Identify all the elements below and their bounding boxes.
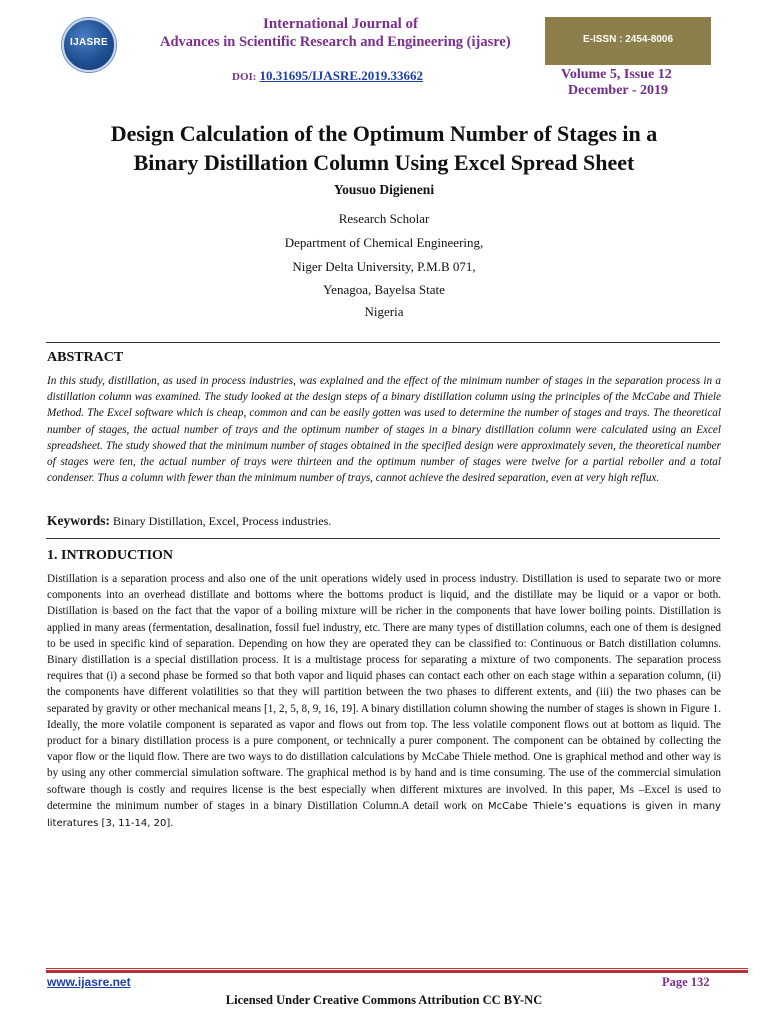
issue-date: December - 2019 xyxy=(568,83,669,98)
doi-label: DOI: xyxy=(232,71,257,83)
divider xyxy=(46,538,720,539)
introduction-body xyxy=(47,571,721,832)
keywords-value: Binary Distillation, Excel, Process industries. xyxy=(113,514,332,528)
abstract-heading: ABSTRACT xyxy=(47,350,124,365)
website-link[interactable]: www.ijasre.net xyxy=(47,975,131,989)
introduction-text-tail: McCabe Thiele’s equations is given in many literatures [3, 11-14, 20]. xyxy=(47,800,721,830)
journal-name-line2: Advances in Scientific Research and Engineering (ijasre) xyxy=(160,34,511,50)
doi-link[interactable]: 10.31695/IJASRE.2019.33662 xyxy=(259,68,424,83)
logo-text: IJASRE xyxy=(70,37,108,48)
affiliation-role: Research Scholar xyxy=(338,211,430,226)
title-line-2: Binary Distillation Column Using Excel Spread Sheet xyxy=(133,150,635,175)
affiliation-university: Niger Delta University, P.M.B 071, xyxy=(292,259,476,274)
author-name: Yousuo Digieneni xyxy=(333,182,435,197)
issn-text: E-ISSN : 2454-8006 xyxy=(582,34,674,45)
license-text: Licensed Under Creative Commons Attribution CC BY-NC xyxy=(225,993,543,1007)
abstract-body: In this study, distillation, as used in process industries, was explained and the effect of the minimum number of stages in the separation process in a distillation column was examined. The study looked at the design steps of a binary distillation column using the principles of the McCabe and Thiele Method. The Excel software which is cheap, common and can be easily gotten was used to determine the number of stages and trays. The theoretical number of stages, the actual number of trays and the optimum number of stages in a binary distillation column were calculated using an Excel spreadsheet. The study showed that the minimum number of stages obtained in the specified design were approximately seven, the theoretical number of stages were ten, the actual number of trays were thirteen and the optimum number of stages were twelve for a partial reboiler and a total condenser. Thus a column with fewer than the minimum number of trays, cannot achieve the desired separation, even at very high reflux. xyxy=(47,375,721,485)
paper-title xyxy=(20,119,748,177)
title-line-1: Design Calculation of the Optimum Number of Stages in a xyxy=(110,121,658,146)
journal-logo xyxy=(62,18,116,72)
divider xyxy=(46,342,720,343)
affiliation-country: Nigeria xyxy=(364,304,404,319)
doi xyxy=(232,68,423,84)
keywords-label: Keywords: xyxy=(47,513,110,528)
page-number: Page 132 xyxy=(662,975,710,989)
introduction-heading: 1. INTRODUCTION xyxy=(47,548,174,563)
keywords xyxy=(47,513,331,529)
affiliation-city: Yenagoa, Bayelsa State xyxy=(323,282,445,297)
journal-name-line1: International Journal of xyxy=(263,16,419,32)
footer-rule xyxy=(46,968,748,969)
affiliation-department: Department of Chemical Engineering, xyxy=(284,235,484,250)
introduction-text: Distillation is a separation process and also one of the unit operations widely used in process industry. Distillation is used to separate two or more components into an overhead distillate and bottoms where the bottoms product is liquid, and the distillate may be liquid or a vapor or both. Distillation is based on the fact that the vapor of a boiling mixture will be richer in the components that have lower boiling points. Distillation is applied in many areas (fermentation, desalination, fossil fuel industry, etc. There are many types of distillation columns, each one of them is designed to be used in specific kind of separation. Depending on how they are operated they can be classified to: Continuous or Batch distillation columns. Binary distillation is a special distillation process. It is a multistage process for separating a mixture of two components. The separation process requires that (i) a second phase be formed so that both vapor and liquid phases can contact each other on each stage within a separation column, (ii) the components have different volatilities so that they will partition between the two phases to different extents, and (iii) the two phases can be separated by gravity or other mechanical means [1, 2, 5, 8, 9, 16, 19]. A binary distillation column showing the number of stages is shown in Figure 1. Ideally, the more volatile component is separated as vapor and flows out from top. The less volatile component flows out at bottom as liquid. The product for a binary distillation process is a pure component, or technically a purer component. The component can be obtained by collecting the vapor flow or the liquid flow. There are two ways to do distillation calculations by McCabe Thiele method. One is graphical method and other way is by using any other commercial simulation software. The graphical method is by hand and is time consuming. The use of the commercial simulation software though is costly and requires license is the best especially when different mixtures are involved. In this paper, Ms –Excel is used to determine the minimum number of stages in a binary Distillation Column.A detail work on xyxy=(47,573,721,812)
issn-badge xyxy=(545,17,711,65)
volume-issue: Volume 5, Issue 12 xyxy=(561,67,672,82)
footer-rule-thick xyxy=(46,970,748,973)
